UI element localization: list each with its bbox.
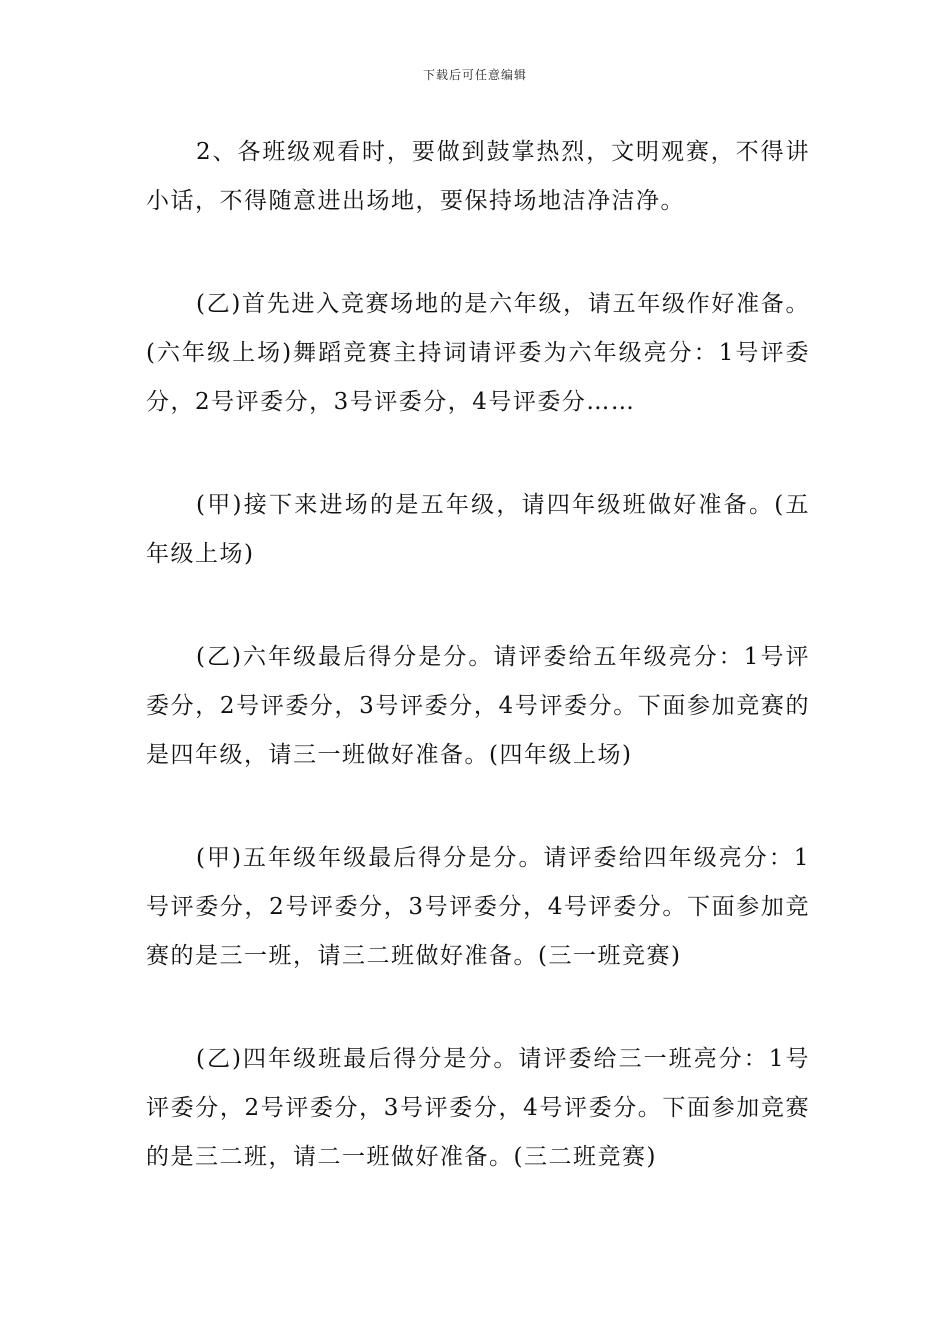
paragraph-sixth-grade-entry: (乙)首先进入竞赛场地的是六年级，请五年级作好准备。(六年级上场)舞蹈竞赛主持词请评委为六年级亮分：1号评委分，2号评委分，3号评委分，4号评委分…… — [146, 291, 810, 415]
paragraph-fourth-grade-score: (乙)四年级班最后得分是分。请评委给三一班亮分：1号评委分，2号评委分，3号评委分，4号评委分。下面参加竞赛的是三二班，请二一班做好准备。(三二班竞赛) — [146, 1046, 810, 1170]
paragraph-rules: 2、各班级观看时，要做到鼓掌热烈，文明观赛，不得讲小话，不得随意进出场地，要保持场地洁净洁净。 — [146, 139, 810, 214]
document-body — [146, 128, 810, 1236]
paragraph-fifth-grade-score: (甲)五年级年级最后得分是分。请评委给四年级亮分：1号评委分，2号评委分，3号评委分，4号评委分。下面参加竞赛的是三一班，请三二班做好准备。(三一班竞赛) — [146, 845, 810, 969]
paragraph-fifth-grade-entry: (甲)接下来进场的是五年级，请四年级班做好准备。(五年级上场) — [146, 492, 810, 567]
header-note: 下载后可任意编辑 — [422, 68, 527, 82]
paragraph-sixth-grade-score: (乙)六年级最后得分是分。请评委给五年级亮分：1号评委分，2号评委分，3号评委分，4号评委分。下面参加竞赛的是四年级，请三一班做好准备。(四年级上场) — [146, 644, 810, 768]
